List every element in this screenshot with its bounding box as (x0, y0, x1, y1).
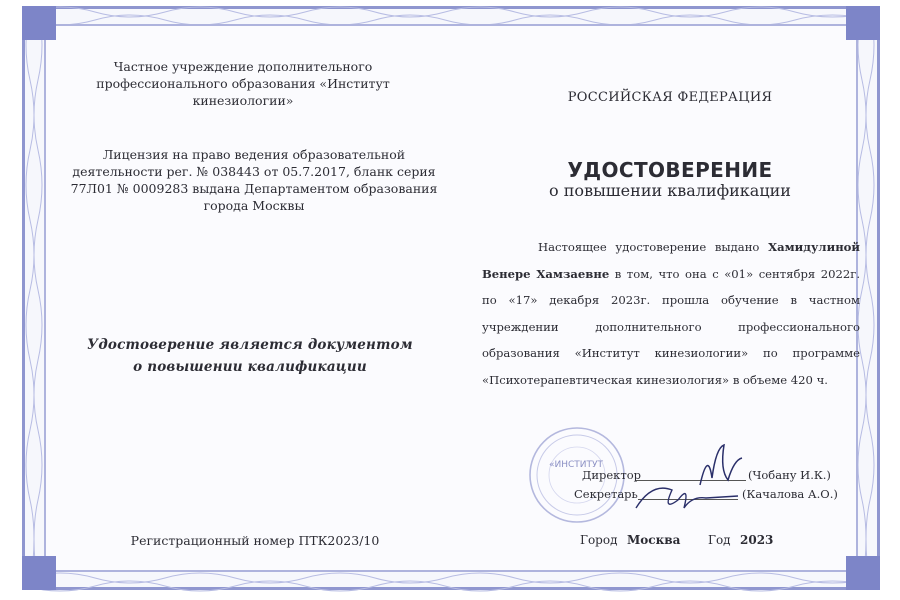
director-label: Директор (582, 468, 642, 482)
corner-ornament-bottom-right (846, 556, 880, 590)
body-rest: в том, что она с «01» сентября 2022г. по «17» декабря 2023г. прошла обучение в частном учреждении дополнительного профессионального образования «Институт кинезиологии» по программе «Психотерапевтическая кинезиология» в объеме 420 ч. (482, 266, 861, 387)
recipient-name: Венере Хамзаевне (482, 266, 610, 281)
secretary-label: Секретарь (574, 487, 638, 501)
secretary-signature (632, 478, 742, 518)
corner-ornament-bottom-left (22, 556, 56, 590)
director-name: (Чобану И.К.) (748, 468, 831, 482)
body-intro: Настоящее удостоверение выдано (538, 240, 760, 254)
city-value: Москва (627, 533, 681, 547)
secretary-name: (Качалова А.О.) (742, 487, 838, 501)
certificate-subtitle: о повышении квалификации (549, 181, 791, 200)
corner-ornament-top-left (22, 6, 56, 40)
license-info: Лицензия на право ведения образовательной деятельности рег. № 038443 от 05.7.2017, бланк серия 77Л01 № 0009283 выдана Департаментом образования города Москвы (70, 147, 438, 213)
document-note (60, 334, 440, 378)
registration-number: Регистрационный номер ПТК2023/10 (130, 533, 380, 548)
organization-name: Частное учреждение дополнительного профессионального образования «Институт кинезиологии» (96, 59, 390, 108)
certificate-title: УДОСТОВЕРЕНИЕ (567, 158, 773, 182)
document-note-line-2: о повышении квалификации (133, 359, 367, 375)
year-label: Год (708, 533, 731, 547)
country-name: РОССИЙСКАЯ ФЕДЕРАЦИЯ (567, 90, 773, 105)
year-value: 2023 (740, 533, 774, 547)
stamp-text: «ИНСТИТУТ (549, 460, 603, 470)
city-label: Город (580, 533, 618, 547)
document-note-line-1: Удостоверение является документом (87, 337, 413, 353)
corner-ornament-top-right (846, 6, 880, 40)
certificate-body (482, 234, 860, 393)
recipient-surname: Хамидулиной (768, 240, 861, 254)
